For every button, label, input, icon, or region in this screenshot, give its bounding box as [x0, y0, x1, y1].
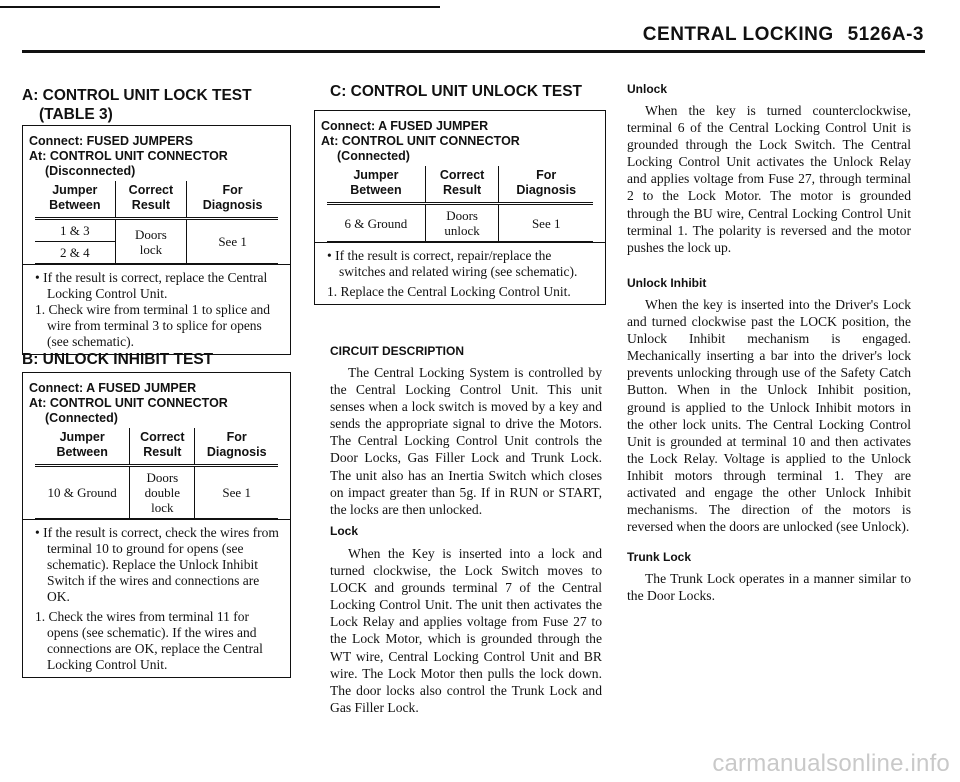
top-rule	[0, 6, 440, 8]
section-c-state: (Connected)	[337, 149, 410, 163]
section-c-title: C: CONTROL UNIT UNLOCK TEST	[330, 83, 583, 100]
col-diagnosis-header: For Diagnosis	[195, 428, 278, 466]
col-jumper-header: Jumper Between	[327, 166, 425, 204]
unlock-inhibit-heading: Unlock Inhibit	[627, 276, 707, 290]
row-diagnosis: See 1	[499, 204, 593, 242]
trunk-lock-heading: Trunk Lock	[627, 550, 692, 564]
section-a-table	[35, 181, 278, 264]
unlock-text: When the key is turned counterclockwise, terminal 6 of the Central Locking Control Unit is grounded through the Lock Switch. The Central Locking Control Unit activates the Unlock Relay and applies voltage from Fuse 27, through terminal 2 to the Lock Motor. The motor is grounded through the BU wire, Central Locking Control Unit terminal 1. The polarity is reversed and the motor pushes the lock up.	[627, 103, 911, 255]
table-row	[35, 219, 278, 242]
section-c-table	[327, 166, 593, 242]
row-diagnosis: See 1	[187, 219, 278, 264]
section-a-title-line2: (TABLE 3)	[39, 106, 113, 123]
section-b-note-numbered: 1. Check the wires from terminal 11 for opens (see schematic). If the wires and connections are OK, replace the Central Locking Control Unit.	[35, 609, 263, 672]
header-rule	[22, 50, 925, 53]
col-diagnosis-header: For Diagnosis	[499, 166, 593, 204]
row-jumper: 6 & Ground	[327, 204, 425, 242]
section-a-at: At: CONTROL UNIT CONNECTOR	[29, 149, 228, 163]
section-b-note-bullet: • If the result is correct, check the wires from terminal 10 to ground for opens (see schematic). Replace the Unlock Inhibit Switch if the wires and connections are OK.	[35, 525, 279, 604]
table-row	[35, 466, 278, 519]
header-page-number: 5126A-3	[847, 24, 924, 45]
section-b-connect: Connect: A FUSED JUMPER	[29, 381, 197, 395]
section-c-note-numbered: 1. Replace the Central Locking Control Unit.	[327, 284, 571, 299]
table-row	[327, 204, 593, 242]
col-jumper-header: Jumper Between	[35, 181, 115, 219]
unlock-heading: Unlock	[627, 82, 668, 96]
section-c-note-bullet: • If the result is correct, repair/replace the switches and related wiring (see schematic).	[327, 248, 578, 279]
circuit-description-heading: CIRCUIT DESCRIPTION	[330, 344, 465, 358]
col-result-header: Correct Result	[115, 181, 187, 219]
section-c-box	[314, 110, 606, 305]
row-diagnosis: See 1	[195, 466, 278, 519]
circuit-intro-text: The Central Locking System is controlled by the Central Locking Control Unit. This unit senses when a lock switch is moved by a key and sends the appropriate signal to drive the Motors. The Central Locking Control Unit controls the Door Locks, Gas Filler Lock and Trunk Lock. The unit also has an Inertia Switch which closes on impact greater than 5g. If in RUN or START, the locks are then unlocked.	[330, 365, 602, 517]
section-a-box	[22, 125, 291, 355]
section-a-title-line1: A: CONTROL UNIT LOCK TEST	[22, 87, 252, 104]
row-result: Doors double lock	[130, 466, 195, 519]
section-a-state: (Disconnected)	[45, 164, 136, 178]
section-b-title: B: UNLOCK INHIBIT TEST	[22, 351, 214, 368]
col-diagnosis-header: For Diagnosis	[187, 181, 278, 219]
watermark: carmanualsonline.info	[712, 750, 950, 777]
section-b-state: (Connected)	[45, 411, 118, 425]
section-a-title	[22, 86, 252, 124]
section-b-box	[22, 372, 291, 678]
section-b-at: At: CONTROL UNIT CONNECTOR	[29, 396, 228, 410]
col-jumper-header: Jumper Between	[35, 428, 130, 466]
row-result: Doors unlock	[425, 204, 499, 242]
section-a-note-bullet: • If the result is correct, replace the Central Locking Control Unit.	[35, 270, 268, 301]
row1-jumper: 1 & 3	[35, 219, 115, 242]
section-a-connect: Connect: FUSED JUMPERS	[29, 134, 193, 148]
col-result-header: Correct Result	[130, 428, 195, 466]
row-jumper: 10 & Ground	[35, 466, 130, 519]
section-b-table	[35, 428, 278, 519]
trunk-lock-text: The Trunk Lock operates in a manner similar to the Door Locks.	[627, 571, 911, 604]
page-header	[629, 24, 924, 46]
lock-heading: Lock	[330, 524, 359, 538]
col-result-header: Correct Result	[425, 166, 499, 204]
row-result: Doors lock	[115, 219, 187, 264]
lock-text: When the Key is inserted into a lock and turned clockwise, the Lock Switch moves to LOCK and grounds terminal 7 of the Central Locking Control Unit. The unit then activates the Lock Relay and applies voltage from Fuse 27 to the Lock Motor, which is grounded through the WT wire, Central Locking Control Unit and BR wire. The Lock Motor then pulls the lock down. The door locks also control the Trunk Lock and Gas Filler Lock.	[330, 546, 602, 715]
section-a-note-numbered: 1. Check wire from terminal 1 to splice and wire from terminal 3 to splice for opens (see schematic).	[35, 302, 271, 349]
row2-jumper: 2 & 4	[35, 242, 115, 264]
unlock-inhibit-text: When the key is inserted into the Driver's Lock and turned clockwise past the LOCK position, the Unlock Inhibit mechanism is engaged. Mechanically inserting a bar into the driver's lock prevents unlocking through use of the Safety Catch Button. When in the Unlock Inhibit position, ground is applied to the Unlock Inhibit motors in the other lock units. The Central Locking Control Unit is grounded at terminal 10 and then activates the Lock Relay. Voltage is applied to the Unlock Inhibit motors through terminal 1. They are activated and engage the other Unlock Inhibit mechanisms. The direction of the motors is reversed when the doors are unlocked (see Unlock).	[627, 297, 911, 535]
section-c-connect: Connect: A FUSED JUMPER	[321, 119, 489, 133]
section-c-at: At: CONTROL UNIT CONNECTOR	[321, 134, 520, 148]
header-title: CENTRAL LOCKING	[642, 24, 834, 45]
